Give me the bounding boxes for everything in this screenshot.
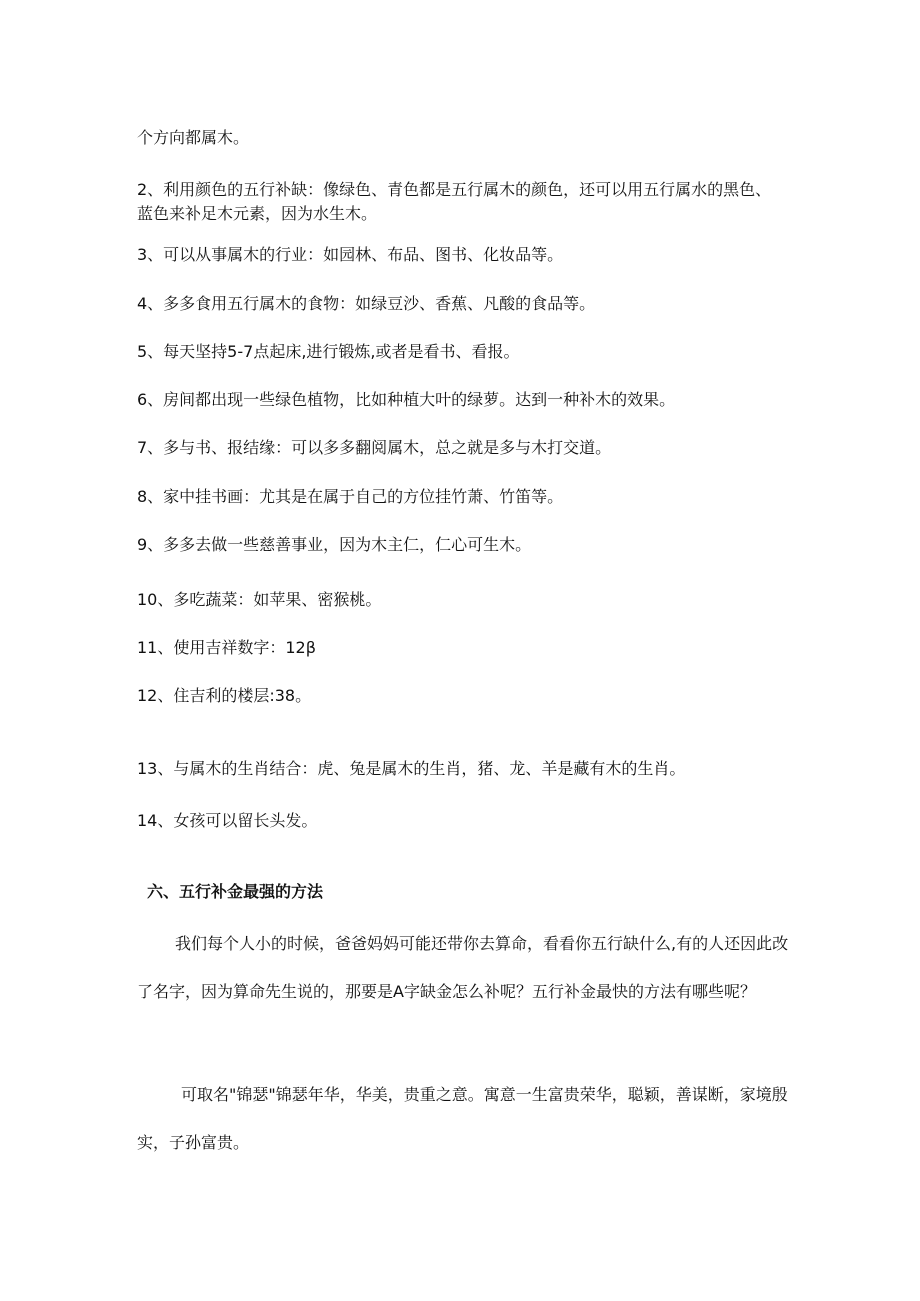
list-item-3: 3、可以从事属木的行业：如园林、布品、图书、化妆品等。	[137, 245, 564, 264]
list-item-4: 4、多多食用五行属木的食物：如绿豆沙、香蕉、凡酸的食品等。	[137, 294, 596, 313]
list-item-13: 13、与属木的生肖结合：虎、兔是属木的生肖，猪、龙、羊是藏有木的生肖。	[137, 759, 686, 778]
list-item-11: 11、使用吉祥数字：12β	[137, 638, 316, 657]
list-item-2: 2、利用颜色的五行补缺：像绿色、青色都是五行属木的颜色，还可以用五行属水的黑色、蓝色来补足木元素，因为水生木。	[137, 180, 772, 223]
section-heading: 六、五行补金最强的方法	[147, 882, 324, 901]
body-paragraph-1: 我们每个人小的时候，爸爸妈妈可能还带你去算命，看看你五行缺什么,有的人还因此改了名字，因为算命先生说的，那要是A字缺金怎么补呢？五行补金最快的方法有哪些呢？	[137, 934, 789, 1001]
list-item-6: 6、房间都出现一些绿色植物，比如种植大叶的绿萝。达到一种补木的效果。	[137, 390, 676, 409]
list-item-9: 9、多多去做一些慈善事业，因为木主仁，仁心可生木。	[137, 535, 532, 554]
list-item-14: 14、女孩可以留长头发。	[137, 811, 318, 830]
list-item-12: 12、住吉利的楼层:38。	[137, 686, 312, 705]
body-paragraph-2: 可取名"锦瑟"锦瑟年华，华美，贵重之意。寓意一生富贵荣华，聪颖，善谋断，家境殷实，子孙富贵。	[137, 1085, 788, 1152]
list-item-10: 10、多吃蔬菜：如苹果、密猴桃。	[137, 590, 382, 609]
list-item-7: 7、多与书、报结缘：可以多多翻阅属木，总之就是多与木打交道。	[137, 438, 612, 457]
list-item-continuation: 个方向都属木。	[137, 128, 250, 147]
list-item-5: 5、每天坚持5-7点起床,进行锻炼,或者是看书、看报。	[137, 342, 520, 361]
list-item-8: 8、家中挂书画：尤其是在属于自己的方位挂竹萧、竹笛等。	[137, 487, 564, 506]
